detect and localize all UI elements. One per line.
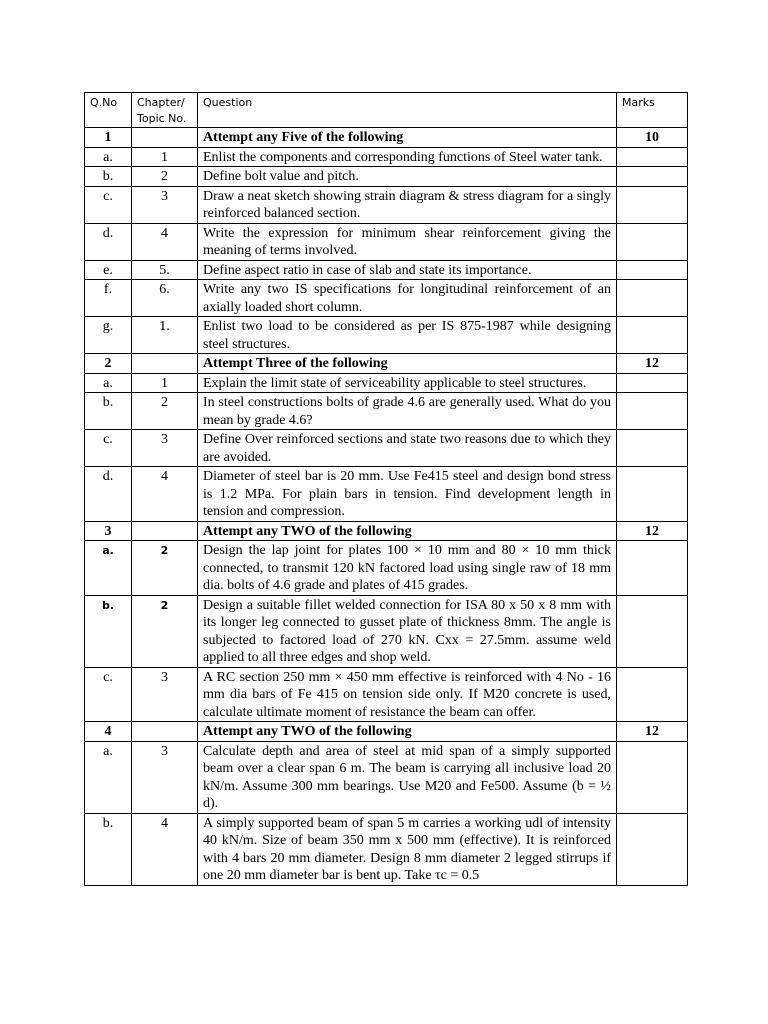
marks-value	[617, 741, 688, 813]
question-row	[85, 186, 688, 223]
marks-value	[617, 667, 688, 722]
marks-value	[617, 223, 688, 260]
question-text: Explain the limit state of serviceability applicable to steel structures.	[198, 373, 617, 393]
question-row	[85, 541, 688, 596]
question-text: A RC section 250 mm × 450 mm effective is reinforced with 4 No - 16 mm dia bars of Fe 415 on tension side only. If M20 concrete is used, calculate ultimate moment of resistance the beam can offer.	[198, 667, 617, 722]
question-paper-table	[84, 92, 688, 886]
chapter-number	[132, 521, 198, 541]
section-row	[85, 722, 688, 742]
question-text: Diameter of steel bar is 20 mm. Use Fe415 steel and design bond stress is 1.2 MPa. For plain bars in tension. Find development length in tension and compression.	[198, 467, 617, 522]
chapter-number: 4	[132, 223, 198, 260]
header-chapter	[132, 93, 198, 128]
marks-value: 12	[617, 521, 688, 541]
marks-value	[617, 467, 688, 522]
section-row	[85, 521, 688, 541]
question-text: Calculate depth and area of steel at mid span of a simply supported beam over a clear span 6 m. The beam is carrying all inclusive load 20 kN/m. Assume 300 mm bearings. Use M20 and Fe500. Assume (b = ½ d).	[198, 741, 617, 813]
question-number: a.	[85, 741, 132, 813]
question-row	[85, 430, 688, 467]
question-row	[85, 393, 688, 430]
marks-value	[617, 595, 688, 667]
chapter-number: 1	[132, 373, 198, 393]
question-text: Attempt any Five of the following	[198, 128, 617, 148]
question-row	[85, 373, 688, 393]
question-rows	[85, 128, 688, 886]
chapter-number: 5.	[132, 260, 198, 280]
section-row	[85, 128, 688, 148]
header-qno: Q.No	[85, 93, 132, 128]
question-number: f.	[85, 280, 132, 317]
question-text: Define bolt value and pitch.	[198, 167, 617, 187]
question-number: b.	[85, 813, 132, 885]
header-marks: Marks	[617, 93, 688, 128]
question-number: c.	[85, 430, 132, 467]
question-text: Attempt any TWO of the following	[198, 722, 617, 742]
marks-value	[617, 147, 688, 167]
question-text: Write the expression for minimum shear reinforcement giving the meaning of terms involved.	[198, 223, 617, 260]
chapter-number: 6.	[132, 280, 198, 317]
header-row	[85, 93, 688, 128]
question-number: g.	[85, 317, 132, 354]
header-chapter-line2: Topic No.	[137, 112, 187, 125]
marks-value	[617, 541, 688, 596]
question-row	[85, 147, 688, 167]
question-text: Design a suitable fillet welded connection for ISA 80 x 50 x 8 mm with its longer leg connected to gusset plate of thickness 8mm. The angle is subjected to factored load of 270 kN. Cxx = 27.5mm. assume weld applied to all three edges and shop weld.	[198, 595, 617, 667]
header-chapter-line1: Chapter/	[137, 96, 185, 109]
marks-value: 10	[617, 128, 688, 148]
header-question: Question	[198, 93, 617, 128]
question-number: c.	[85, 186, 132, 223]
question-number: 4	[85, 722, 132, 742]
marks-value: 12	[617, 354, 688, 374]
question-text: Design the lap joint for plates 100 × 10 mm and 80 × 10 mm thick connected, to transmit 120 kN factored load using single raw of 18 mm dia. bolts of 4.6 grade and plates of 415 grades.	[198, 541, 617, 596]
section-row	[85, 354, 688, 374]
question-number: e.	[85, 260, 132, 280]
marks-value	[617, 167, 688, 187]
marks-value: 12	[617, 722, 688, 742]
question-number: 3	[85, 521, 132, 541]
question-text: In steel constructions bolts of grade 4.6 are generally used. What do you mean by grade 4.6?	[198, 393, 617, 430]
question-row	[85, 260, 688, 280]
question-row	[85, 467, 688, 522]
question-number: b.	[85, 393, 132, 430]
question-number: d.	[85, 467, 132, 522]
chapter-number: 2	[132, 393, 198, 430]
question-text: Attempt any TWO of the following	[198, 521, 617, 541]
question-text: Define aspect ratio in case of slab and state its importance.	[198, 260, 617, 280]
marks-value	[617, 393, 688, 430]
question-text: Write any two IS specifications for longitudinal reinforcement of an axially loaded short column.	[198, 280, 617, 317]
question-row	[85, 223, 688, 260]
chapter-number: 4	[132, 813, 198, 885]
question-number: b.	[85, 595, 132, 667]
chapter-number: 3	[132, 186, 198, 223]
marks-value	[617, 260, 688, 280]
marks-value	[617, 430, 688, 467]
chapter-number	[132, 354, 198, 374]
chapter-number: 3	[132, 741, 198, 813]
chapter-number: 2	[132, 167, 198, 187]
question-number: 1	[85, 128, 132, 148]
question-number: b.	[85, 167, 132, 187]
chapter-number: 3	[132, 667, 198, 722]
question-text: Draw a neat sketch showing strain diagram & stress diagram for a singly reinforced balanced section.	[198, 186, 617, 223]
marks-value	[617, 317, 688, 354]
chapter-number: 4	[132, 467, 198, 522]
question-number: d.	[85, 223, 132, 260]
chapter-number: 3	[132, 430, 198, 467]
question-text: Enlist the components and corresponding functions of Steel water tank.	[198, 147, 617, 167]
question-text: Define Over reinforced sections and state two reasons due to which they are avoided.	[198, 430, 617, 467]
question-number: a.	[85, 373, 132, 393]
question-row	[85, 813, 688, 885]
chapter-number	[132, 722, 198, 742]
chapter-number: 1.	[132, 317, 198, 354]
question-number: a.	[85, 541, 132, 596]
question-text: Enlist two load to be considered as per IS 875-1987 while designing steel structures.	[198, 317, 617, 354]
chapter-number	[132, 128, 198, 148]
question-text: A simply supported beam of span 5 m carries a working udl of intensity 40 kN/m. Size of beam 350 mm x 500 mm (effective). It is reinforced with 4 bars 20 mm diameter. Design 8 mm diameter 2 legged stirrups if one 20 mm diameter bar is bent up. Take τc = 0.5	[198, 813, 617, 885]
question-text: Attempt Three of the following	[198, 354, 617, 374]
marks-value	[617, 186, 688, 223]
marks-value	[617, 813, 688, 885]
question-number: 2	[85, 354, 132, 374]
chapter-number: 2	[132, 595, 198, 667]
question-row	[85, 741, 688, 813]
marks-value	[617, 373, 688, 393]
question-row	[85, 667, 688, 722]
question-number: a.	[85, 147, 132, 167]
chapter-number: 2	[132, 541, 198, 596]
question-row	[85, 595, 688, 667]
question-row	[85, 317, 688, 354]
question-row	[85, 167, 688, 187]
marks-value	[617, 280, 688, 317]
question-number: c.	[85, 667, 132, 722]
chapter-number: 1	[132, 147, 198, 167]
question-row	[85, 280, 688, 317]
